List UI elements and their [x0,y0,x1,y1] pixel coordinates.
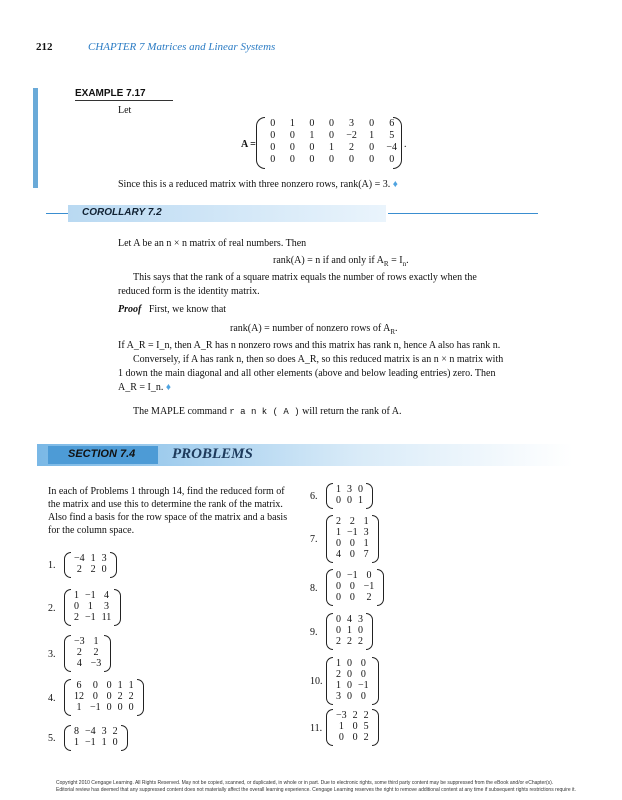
matrix-cell: 0 [389,154,395,165]
corollary-display-end: = I [388,255,403,266]
corollary-statement: Let A be an n × n matrix of real numbers. Then [118,238,307,249]
problem-matrix-table [333,658,372,702]
problem-matrix [326,516,379,560]
matrix-cell: 1 [336,680,341,691]
matrix-cell: 3 [358,614,363,625]
matrix-row [333,516,372,527]
right-paren [372,515,379,563]
matrix-cell: 0 [352,732,358,743]
matrix-cell: 3 [349,118,355,129]
problem-matrix-table [333,710,372,743]
matrix-cell: 4 [76,658,82,669]
problem-matrix-table [333,570,377,603]
maple-note [133,405,402,419]
problem-number: 1. [48,560,56,571]
matrix-row [333,614,366,625]
matrix-cell: 1 [74,590,79,601]
subscript-r: R [383,260,389,268]
maple-post: will return the rank of A. [302,406,402,417]
right-paren [121,725,128,751]
matrix-cell: 2 [363,710,369,721]
matrix-cell: 3 [101,726,107,737]
matrix-cell: 1 [347,625,352,636]
copyright-footer [56,780,576,794]
proof-display-end: . [395,323,398,334]
maple-command: r a n k ( A ) [229,407,300,417]
problem-matrix-table [71,553,110,575]
problem-matrix [326,710,379,743]
matrix-row [333,570,377,581]
matrix-cell: 0 [328,118,334,129]
matrix-cell: −1 [363,581,375,592]
matrix-row [71,590,114,601]
matrix-cell: 0 [349,592,355,603]
matrix-row [71,737,121,748]
left-paren [64,635,71,672]
matrix-cell: 6 [389,118,395,129]
problem-number: 2. [48,602,56,614]
matrix-row [333,710,372,721]
matrix-cell: 1 [336,484,341,495]
instructions-line: the matrix and use this to determine the rank of the matrix. [48,499,283,510]
matrix-row [71,726,121,737]
matrix-cell: 0 [360,658,366,669]
maple-pre: The MAPLE command [133,406,227,417]
matrix-cell: 12 [74,691,84,702]
matrix-cell: 3 [363,527,369,538]
proof-label: Proof [118,304,142,315]
matrix-cell: −1 [85,737,96,748]
matrix-row [333,538,372,549]
proof-display-text: rank(A) = number of nonzero rows of A [230,323,391,334]
matrix-cell: −3 [74,636,85,647]
matrix-cell: −1 [347,527,358,538]
problem-number: 5. [48,733,56,744]
matrix-cell: −4 [85,726,96,737]
problem-number: 10. [310,676,323,687]
proof-line-4 [118,381,171,394]
subscript-n: n [402,260,407,268]
matrix-row [333,636,366,647]
problem-matrix [64,590,121,623]
matrix-cell: 0 [347,680,352,691]
matrix-cell: 2 [363,732,369,743]
matrix-row [333,680,372,691]
left-paren [326,613,333,650]
matrix-cell: 0 [352,721,358,732]
matrix-cell: −2 [346,130,357,141]
matrix-cell: −3 [90,658,102,669]
matrix-cell: 0 [101,564,107,575]
matrix-cell: 2 [74,612,79,623]
matrix-cell: 0 [309,118,315,129]
problem-matrix [64,726,128,748]
matrix-cell: 0 [328,130,334,141]
matrix-cell: 0 [349,154,355,165]
matrix-cell: 0 [358,625,363,636]
matrix-cell: 2 [358,636,363,647]
instructions-line: Also find a basis for the row space of the matrix and a basis [48,512,288,523]
matrix-row [71,680,137,691]
matrix-row [333,527,372,538]
matrix-cell: 0 [349,549,355,560]
matrix-cell: 2 [349,516,355,527]
matrix-row [333,484,366,495]
matrix-cell: 5 [363,721,369,732]
problem-number: 3. [48,648,56,660]
problem-matrix-table [71,680,137,713]
matrix-cell: −1 [85,612,96,623]
matrix-cell: 2 [90,564,96,575]
left-paren [326,483,333,509]
matrix-cell: 2 [117,691,123,702]
left-paren [64,679,71,716]
matrix-cell: 2 [93,647,99,658]
example-title: EXAMPLE 7.17 [75,88,146,99]
matrix-cell: 2 [349,142,355,153]
proof-line-1: If A_R = I_n, then A_R has n nonzero rows and this matrix has rank n, hence A also has rank n. [118,340,501,351]
matrix-row [333,732,372,743]
matrix-cell: 1 [76,702,82,713]
matrix-cell: 2 [352,710,358,721]
left-paren [64,589,71,626]
matrix-cell: 0 [270,118,276,129]
matrix-cell: 1 [74,737,79,748]
matrix-cell: 1 [87,601,93,612]
matrix-cell: 11 [101,612,112,623]
matrix-row [71,553,110,564]
left-paren [326,569,333,606]
matrix-cell: 0 [289,142,295,153]
matrix-cell: 2 [336,516,341,527]
matrix-cell: 2 [76,564,82,575]
matrix-cell: 0 [74,601,79,612]
proof-line-3: 1 down the main diagonal and all other elements (above and below leading entries) zero. Then [118,368,496,379]
matrix-row [333,549,372,560]
matrix-cell: 0 [289,154,295,165]
matrix-row [71,647,104,658]
corollary-explain-2: reduced form is the identity matrix. [118,286,260,297]
matrix-cell: 5 [389,130,395,141]
matrix-cell: 0 [336,581,341,592]
problem-matrix-table [333,484,366,506]
example-matrix [256,117,402,167]
matrix-cell: 0 [128,702,134,713]
problem-matrix [326,614,373,647]
problem-number: 4. [48,692,56,704]
matrix-cell: −1 [358,680,369,691]
matrix-row [71,601,114,612]
problem-number: 6. [310,491,318,502]
right-paren [114,589,121,626]
example-intro: Let [118,105,132,116]
right-paren [372,709,379,746]
matrix-cell: 0 [106,680,112,691]
problem-matrix-table [71,590,114,623]
right-paren [393,117,402,169]
matrix-row [71,636,104,647]
matrix-cell: 6 [76,680,82,691]
proof-intro [118,303,226,316]
matrix-cell: 0 [336,570,341,581]
matrix-cell: 3 [336,691,341,702]
matrix-cell: 0 [117,702,123,713]
matrix-cell: 1 [336,527,341,538]
instructions-line: In each of Problems 1 through 14, find the reduced form of [48,486,285,497]
matrix-cell: 3 [101,553,107,564]
proof-line-4-text: A_R = I_n. [118,382,164,393]
proof-intro-text: First, we know that [148,304,227,315]
matrix-cell: −1 [347,570,358,581]
matrix-row [333,721,372,732]
matrix-cell: 2 [347,636,352,647]
footer-line-2: Editorial review has deemed that any suppressed content does not materially affect the overall learning experience. Cengage Learning reserves the right to remove additional content at any time if subsequent rights restrictions require it. [56,787,576,793]
matrix-cell: 1 [328,142,334,153]
matrix-cell: 3 [103,601,109,612]
corollary-explain-1: This says that the rank of a square matrix equals the number of rows exactly when the [133,272,477,283]
problem-matrix [64,553,117,575]
matrix-cell: −3 [336,710,347,721]
matrix-cell: 2 [336,669,341,680]
matrix-cell: 0 [270,130,276,141]
matrix-cell: −4 [74,553,85,564]
left-paren [326,515,333,563]
matrix-row [263,118,402,130]
problem-matrix-table [71,636,104,669]
matrix-cell: 1 [117,680,123,691]
matrix-row [333,625,366,636]
proof-line-2: Conversely, if A has rank n, then so does A_R, so this reduced matrix is an n × n matrix with [133,354,504,365]
example-conclusion [118,178,398,191]
matrix-cell: 1 [93,636,99,647]
matrix-cell: 0 [336,625,341,636]
matrix-cell: 0 [336,495,341,506]
right-paren [366,483,373,509]
matrix-row [263,130,402,142]
matrix-cell: 1 [336,658,341,669]
example-conclusion-text: Since this is a reduced matrix with three nonzero rows, rank(A) = 3. [118,179,391,190]
matrix-row [263,142,402,154]
matrix-cell: 2 [112,726,118,737]
matrix-cell: 0 [92,691,98,702]
problem-matrix-table [333,516,372,560]
instructions-line: for the column space. [48,525,135,536]
end-diamond-icon: ♦ [392,179,398,190]
corollary-rule-right [388,213,538,214]
matrix-cell: 4 [336,549,341,560]
matrix-row [71,702,137,713]
matrix-cell: 0 [106,691,112,702]
matrix-cell: 1 [363,538,369,549]
matrix-cell: −1 [90,702,101,713]
matrix-cell: 0 [309,142,315,153]
problem-number: 11. [310,722,323,734]
problem-number: 8. [310,582,318,594]
right-paren [110,552,117,578]
matrix-cell: 4 [103,590,109,601]
matrix-cell: 0 [338,732,344,743]
left-paren [64,725,71,751]
corollary-display [273,254,409,271]
matrix-cell: 2 [76,647,82,658]
matrix-row [333,581,377,592]
problem-matrix-table [71,726,121,748]
corollary-display-dot: . [406,255,409,266]
matrix-cell: 1 [90,553,96,564]
right-paren [377,569,384,606]
matrix-cell: 0 [347,658,352,669]
matrix-cell: 0 [347,669,352,680]
example-title-rule [75,100,173,101]
matrix-row [263,154,402,166]
matrix-cell: 0 [92,680,98,691]
matrix-cell: 0 [369,154,375,165]
matrix-row [71,612,114,623]
problem-number: 7. [310,534,318,545]
example-margin-bar [33,88,38,188]
matrix-cell: 1 [309,130,315,141]
matrix-cell: 0 [360,691,366,702]
matrix-cell: 0 [366,570,372,581]
matrix-cell: −4 [386,142,397,153]
matrix-cell: 2 [336,636,341,647]
matrix-cell: 0 [270,154,276,165]
right-paren [372,657,379,705]
proof-end-diamond-icon: ♦ [165,382,171,393]
matrix-cell: 0 [336,538,341,549]
matrix-row [71,658,104,669]
chapter-title: CHAPTER 7 Matrices and Linear Systems [88,41,276,53]
matrix-cell: 1 [128,680,134,691]
page-number: 212 [36,41,53,53]
problem-matrix-table [333,614,366,647]
problem-matrix [64,680,144,713]
matrix-cell: 0 [349,581,355,592]
problem-instructions [48,485,308,537]
matrix-cell: 1 [369,130,375,141]
matrix-cell: 7 [363,549,369,560]
matrix-row [71,691,137,702]
matrix-cell: −1 [85,590,96,601]
matrix-cell: 0 [358,484,363,495]
left-paren [326,709,333,746]
problem-matrix [326,570,384,603]
matrix-label: A = [241,139,256,150]
matrix-cell: 0 [369,142,375,153]
matrix-period: . [404,139,407,150]
matrix-cell: 1 [358,495,363,506]
matrix-cell: 1 [338,721,344,732]
matrix-cell: 0 [328,154,334,165]
proof-display [230,322,398,339]
footer-line-1: Copyright 2010 Cengage Learning. All Rights Reserved. May not be copied, scanned, or duplicated, in whole or in part. Due to electronic rights, some third party content may be suppressed from the eBook and/or eChapter(s). [56,780,554,786]
matrix-cell: 1 [363,516,369,527]
matrix-cell: 2 [128,691,134,702]
matrix-cell: 0 [112,737,118,748]
problem-number: 9. [310,626,318,638]
matrix-row [333,495,366,506]
matrix-cell: 0 [369,118,375,129]
section-label: SECTION 7.4 [68,448,136,460]
left-paren [64,552,71,578]
matrix-cell: 0 [289,130,295,141]
matrix-row [71,564,110,575]
section-title: PROBLEMS [172,446,253,462]
corollary-rule-left [46,213,68,214]
matrix-cell: 1 [289,118,295,129]
matrix-row [333,658,372,669]
example-matrix-table [263,118,402,166]
matrix-cell: 0 [270,142,276,153]
left-paren [326,657,333,705]
matrix-row [333,592,377,603]
problem-matrix [64,636,111,669]
corollary-title: COROLLARY 7.2 [82,207,162,218]
matrix-row [333,691,372,702]
matrix-cell: 0 [349,538,355,549]
matrix-cell: 0 [347,495,352,506]
matrix-cell: 0 [336,592,341,603]
problem-matrix [326,658,379,702]
right-paren [104,635,111,672]
matrix-row [333,669,372,680]
matrix-cell: 4 [347,614,352,625]
matrix-cell: 8 [74,726,79,737]
matrix-cell: 1 [101,737,107,748]
matrix-cell: 0 [347,691,352,702]
matrix-cell: 0 [336,614,341,625]
matrix-cell: 2 [366,592,372,603]
problem-matrix [326,484,373,506]
corollary-display-text: rank(A) = n if and only if A [273,255,384,266]
matrix-cell: 0 [106,702,112,713]
matrix-cell: 0 [360,669,366,680]
right-paren [366,613,373,650]
matrix-cell: 0 [309,154,315,165]
proof-subscript-r: R [390,328,395,336]
matrix-cell: 3 [347,484,352,495]
right-paren [137,679,144,716]
